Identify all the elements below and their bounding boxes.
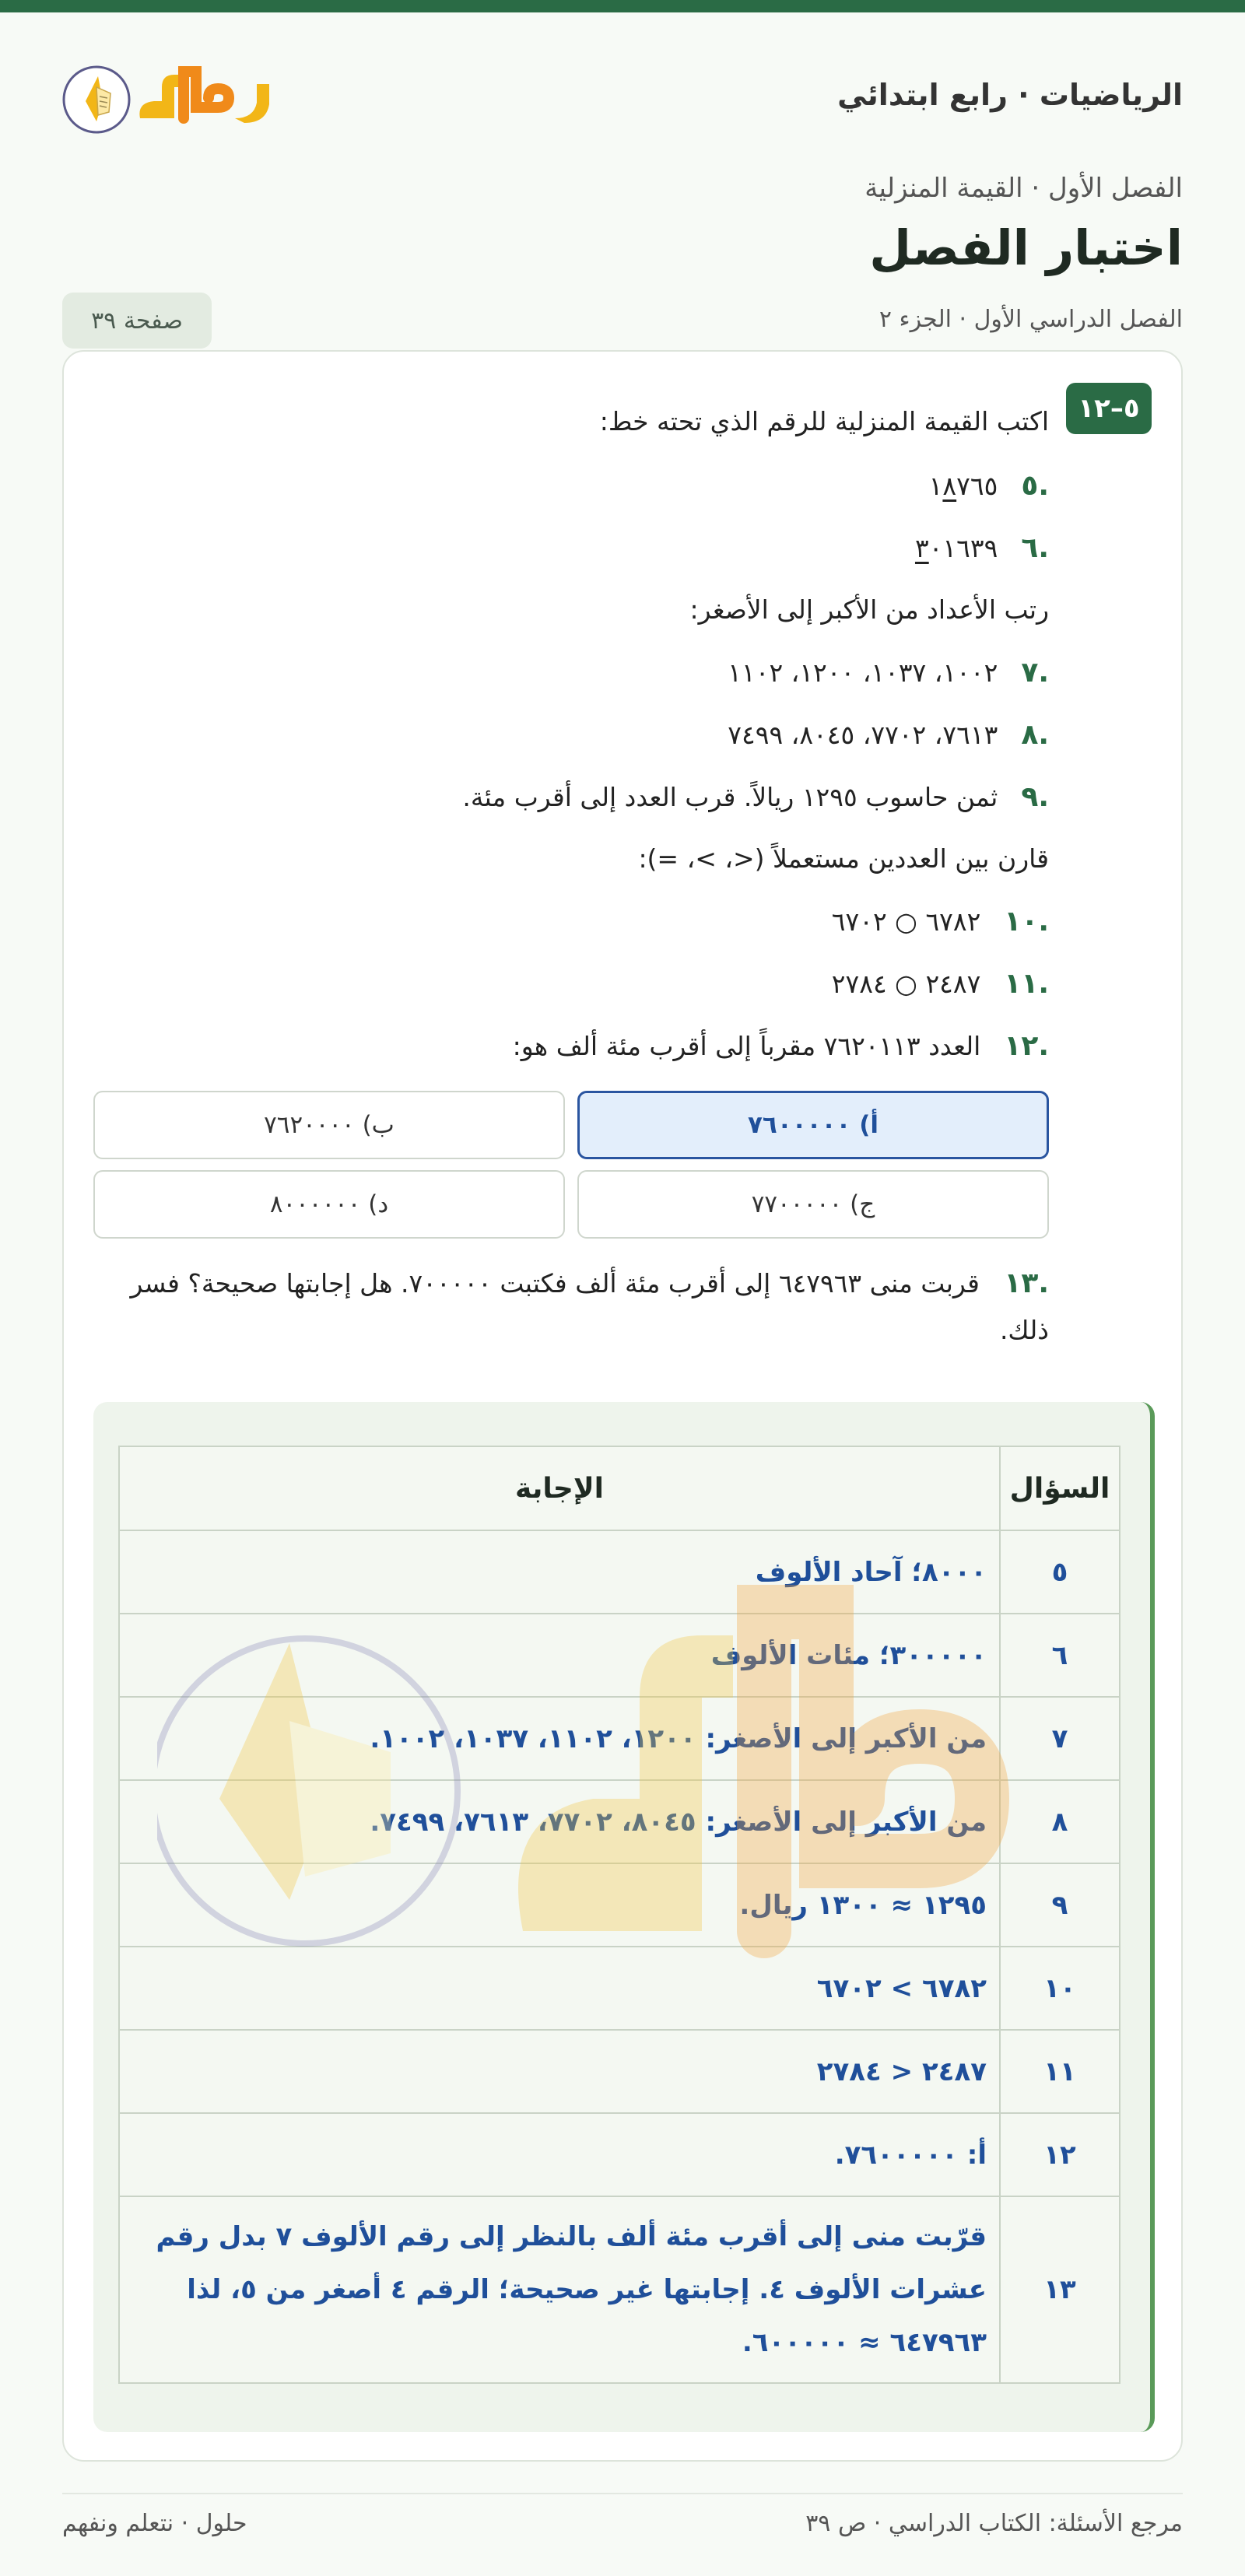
column-header-answer: الإجابة: [119, 1446, 1000, 1530]
option-c[interactable]: ج) ٧٧٠٠٠٠٠: [577, 1170, 1049, 1239]
footer-brand[interactable]: حلول · نتعلم ونفهم: [62, 2510, 247, 2537]
row-question-number: ١٢: [1000, 2113, 1120, 2196]
question-number: .١٣: [1004, 1267, 1049, 1299]
question-13: [93, 1260, 1049, 1354]
option-b[interactable]: ب) ٧٦٢٠٠٠٠: [93, 1091, 565, 1159]
question-number: .٨: [1021, 719, 1049, 751]
question-8: [728, 719, 1049, 751]
question-text: ٦٧٨٢ ○ ٦٧٠٢: [831, 906, 981, 937]
brand-logo[interactable]: [62, 56, 280, 134]
row-answer: ٣٠٠٠٠٠؛ مئات الألوف: [119, 1614, 1000, 1697]
question-number: .١١: [1004, 968, 1049, 1000]
instruction-place-value: اكتب القيمة المنزلية للرقم الذي تحته خط:: [599, 406, 1049, 436]
question-number: .١٠: [1004, 906, 1049, 938]
footer-source: مرجع الأسئلة: الكتاب الدراسي · ص ٣٩: [805, 2510, 1183, 2537]
row-question-number: ١٠: [1000, 1947, 1120, 2030]
top-accent-bar: [0, 0, 1245, 12]
row-question-number: ٦: [1000, 1614, 1120, 1697]
row-question-number: ١٣: [1000, 2196, 1120, 2383]
question-text: ١٨٧٦٥: [928, 471, 998, 501]
table-row: [119, 2113, 1120, 2196]
table-row: [119, 1780, 1120, 1863]
breadcrumb: الفصل الأول · القيمة المنزلية: [864, 173, 1183, 204]
table-row: [119, 1530, 1120, 1614]
row-answer: ٦٧٨٢ > ٦٧٠٢: [119, 1947, 1000, 2030]
table-row: [119, 2030, 1120, 2113]
row-question-number: ٩: [1000, 1863, 1120, 1947]
instruction-order: رتب الأعداد من الأكبر إلى الأصغر:: [689, 594, 1049, 625]
question-text: العدد ٧٦٢٠١١٣ مقرباً إلى أقرب مئة ألف هو:: [512, 1031, 981, 1061]
question-11: [832, 968, 1049, 1000]
answer-options: [93, 1091, 1049, 1246]
question-number: .١٢: [1004, 1030, 1049, 1062]
question-number: .٦: [1021, 532, 1049, 564]
option-d[interactable]: د) ٨٠٠٠٠٠٠: [93, 1170, 565, 1239]
row-question-number: ١١: [1000, 2030, 1120, 2113]
column-header-question: السؤال: [1000, 1446, 1120, 1530]
row-answer: ١٢٩٥ ≈ ١٣٠٠ ريال.: [119, 1863, 1000, 1947]
table-row: [119, 2196, 1120, 2383]
question-10: [832, 906, 1049, 938]
question-text: ٢٤٨٧ ○ ٢٧٨٤: [831, 969, 981, 999]
question-7: [728, 657, 1049, 689]
row-answer: من الأكبر إلى الأصغر: ١٢٠٠، ١١٠٢، ١٠٣٧، ١٠٠٢.: [119, 1697, 1000, 1780]
question-9: [462, 781, 1049, 813]
question-5: [929, 470, 1049, 502]
table-row: [119, 1863, 1120, 1947]
question-number: .٧: [1021, 657, 1049, 689]
table-row: [119, 1697, 1120, 1780]
table-row: [119, 1614, 1120, 1697]
row-answer: من الأكبر إلى الأصغر: ٨٠٤٥، ٧٧٠٢، ٧٦١٣، ٧٤٩٩.: [119, 1780, 1000, 1863]
row-answer: قرّبت منى إلى أقرب مئة ألف بالنظر إلى رقم الألوف ٧ بدل رقم عشرات الألوف ٤. إجابتها غير صحيحة؛ الرقم ٤ أصغر من ٥، لذا ٦٤٧٩٦٣ ≈ ٦٠٠٠٠٠.: [119, 2196, 1000, 2383]
question-text: قربت منى ٦٤٧٩٦٣ إلى أقرب مئة ألف فكتبت ٧٠٠٠٠٠. هل إجابتها صحيحة؟ فسر ذلك.: [130, 1268, 1049, 1345]
row-answer: ٨٠٠٠؛ آحاد الألوف: [119, 1530, 1000, 1614]
question-12: [513, 1030, 1049, 1062]
table-row: [119, 1947, 1120, 2030]
quiz-card: [62, 350, 1183, 2462]
page-title: اختبار الفصل: [869, 219, 1183, 276]
answers-panel: [93, 1402, 1155, 2432]
row-answer: أ: ٧٦٠٠٠٠٠.: [119, 2113, 1000, 2196]
question-6: [915, 532, 1049, 564]
page-number-badge: صفحة ٣٩: [62, 293, 212, 349]
section-badge: ٥–١٢: [1066, 383, 1152, 434]
instruction-compare: قارن بين العددين مستعملاً (<، >، =):: [638, 843, 1049, 874]
option-a[interactable]: أ) ٧٦٠٠٠٠٠: [577, 1091, 1049, 1159]
question-number: .٩: [1021, 781, 1049, 813]
question-text: ٧٦١٣، ٧٧٠٢، ٨٠٤٥، ٧٤٩٩: [728, 720, 998, 750]
row-answer: ٢٤٨٧ < ٢٧٨٤: [119, 2030, 1000, 2113]
table-header-row: [119, 1446, 1120, 1530]
question-text: ثمن حاسوب ١٢٩٥ ريالاً. قرب العدد إلى أقرب مئة.: [462, 782, 998, 812]
subject-title: الرياضيات · رابع ابتدائي: [837, 78, 1183, 112]
page-header: [62, 47, 1183, 148]
question-number: .٥: [1021, 470, 1049, 502]
semester-label: الفصل الدراسي الأول · الجزء ٢: [879, 306, 1183, 333]
question-text: ٣٠١٦٣٩: [914, 533, 998, 563]
answers-table: [118, 1446, 1120, 2384]
question-text: ١٠٠٢، ١٠٣٧، ١٢٠٠، ١١٠٢: [728, 657, 998, 688]
row-question-number: ٧: [1000, 1697, 1120, 1780]
row-question-number: ٥: [1000, 1530, 1120, 1614]
footer-divider: [62, 2493, 1183, 2494]
row-question-number: ٨: [1000, 1780, 1120, 1863]
